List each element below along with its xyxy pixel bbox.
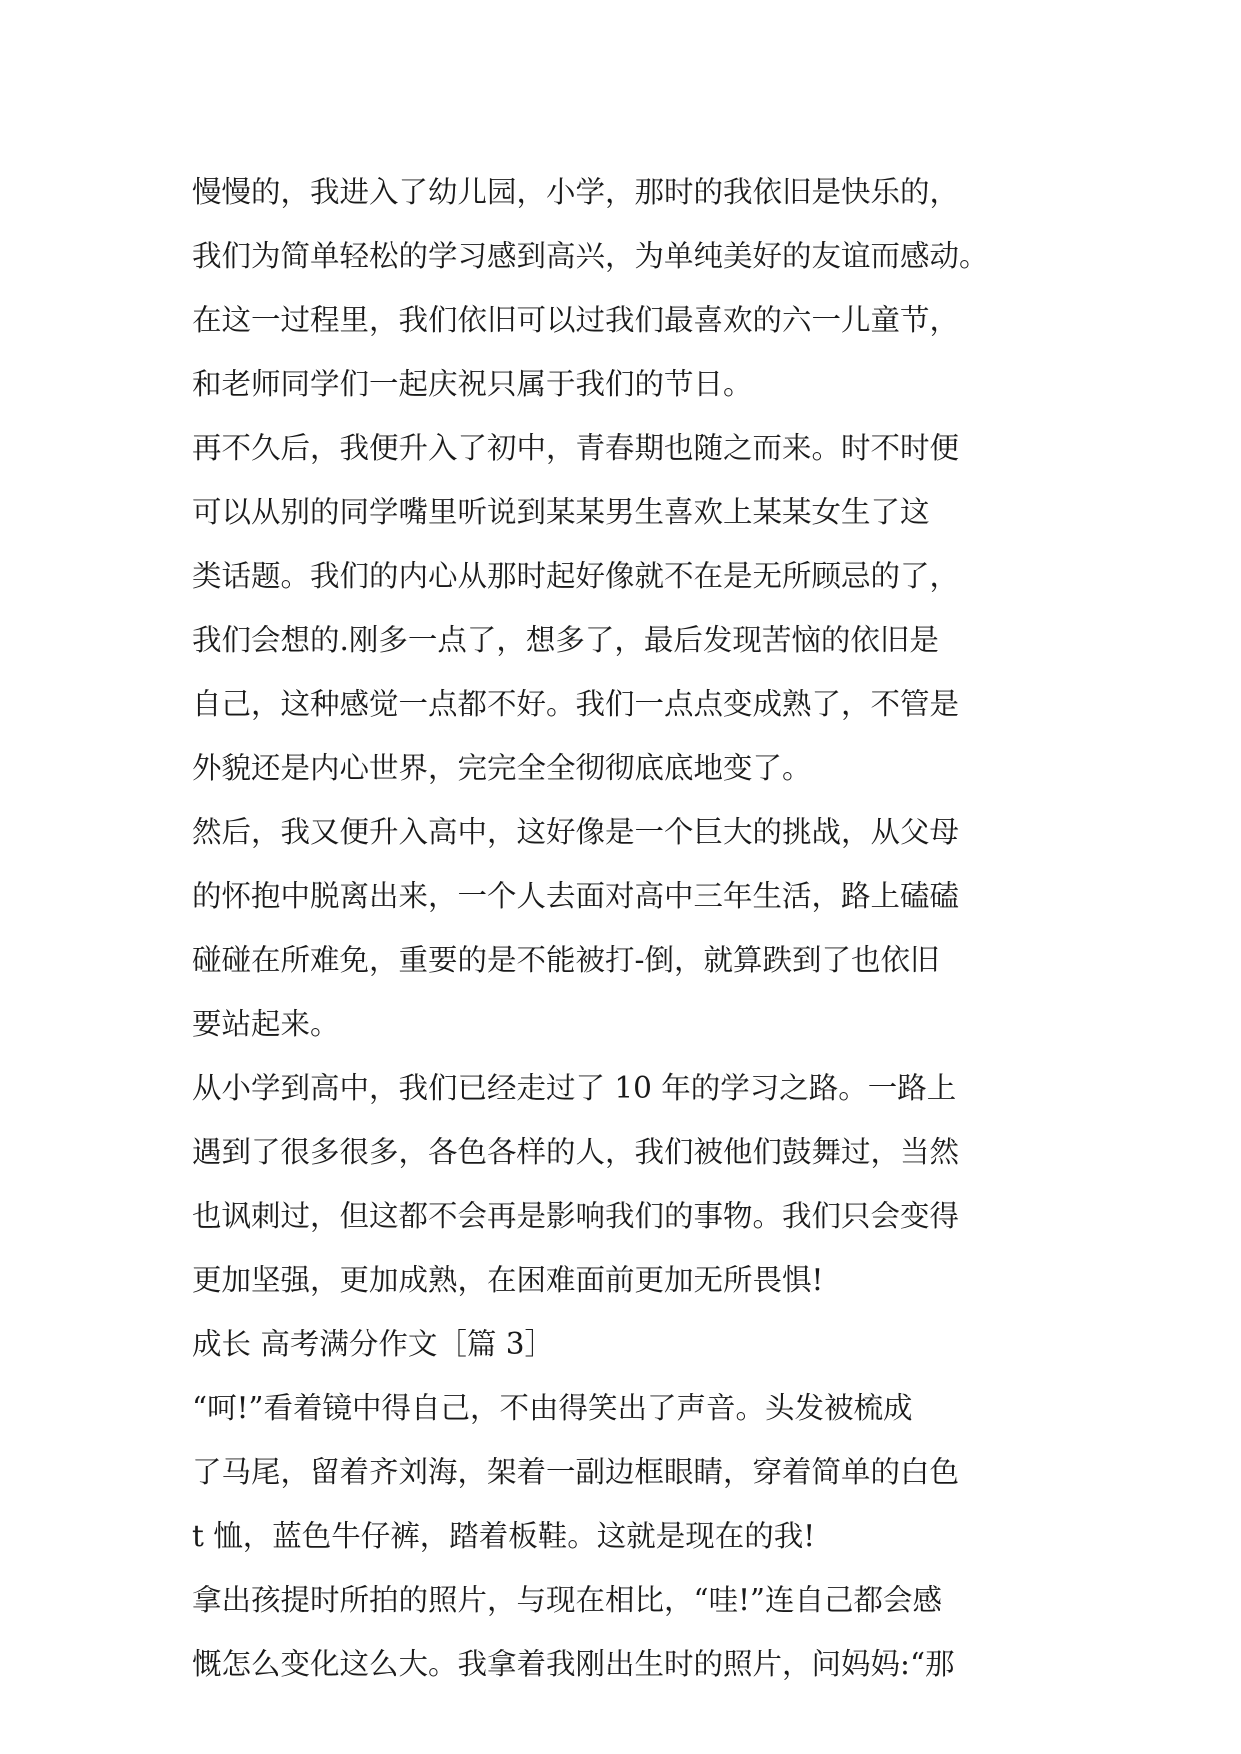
text-line: t 恤，蓝色牛仔裤，踏着板鞋。这就是现在的我! bbox=[192, 1519, 816, 1553]
text-line: 慨怎么变化这么大。我拿着我刚出生时的照片，问妈妈:“那 bbox=[192, 1647, 955, 1681]
text-line: 再不久后，我便升入了初中，青春期也随之而来。时不时便 bbox=[192, 431, 960, 465]
text-line: 我们为简单轻松的学习感到高兴，为单纯美好的友谊而感动。 bbox=[192, 239, 989, 273]
text-line: 自己，这种感觉一点都不好。我们一点点变成熟了，不管是 bbox=[192, 687, 960, 721]
text-line: 拿出孩提时所拍的照片，与现在相比，“哇!”连自己都会感 bbox=[192, 1583, 943, 1617]
text-line: 的怀抱中脱离出来，一个人去面对高中三年生活，路上磕磕 bbox=[192, 879, 960, 913]
text-line: “呵!”看着镜中得自己，不由得笑出了声音。头发被梳成 bbox=[192, 1391, 913, 1425]
text-line: 遇到了很多很多，各色各样的人，我们被他们鼓舞过，当然 bbox=[192, 1135, 960, 1169]
text-line: 也讽刺过，但这都不会再是影响我们的事物。我们只会变得 bbox=[192, 1199, 960, 1233]
text-line: 和老师同学们一起庆祝只属于我们的节日。 bbox=[192, 367, 753, 401]
document-body bbox=[192, 160, 1072, 1696]
text-line: 我们会想的.刚多一点了，想多了，最后发现苦恼的依旧是 bbox=[192, 623, 939, 657]
text-line: 外貌还是内心世界，完完全全彻彻底底地变了。 bbox=[192, 751, 812, 785]
section-heading: 成长 高考满分作文［篇 3］ bbox=[192, 1327, 555, 1361]
text-line: 要站起来。 bbox=[192, 1007, 340, 1041]
text-line: 在这一过程里，我们依旧可以过我们最喜欢的六一儿童节， bbox=[192, 303, 960, 337]
text-line: 碰碰在所难免，重要的是不能被打-倒，就算跌到了也依旧 bbox=[192, 943, 940, 977]
text-line: 可以从别的同学嘴里听说到某某男生喜欢上某某女生了这 bbox=[192, 495, 930, 529]
text-line: 更加坚强，更加成熟，在困难面前更加无所畏惧! bbox=[192, 1263, 824, 1297]
text-line: 了马尾，留着齐刘海，架着一副边框眼睛，穿着简单的白色 bbox=[192, 1455, 960, 1489]
text-line: 类话题。我们的内心从那时起好像就不在是无所顾忌的了， bbox=[192, 559, 960, 593]
text-line: 慢慢的，我进入了幼儿园，小学，那时的我依旧是快乐的， bbox=[192, 175, 960, 209]
text-line: 然后，我又便升入高中，这好像是一个巨大的挑战，从父母 bbox=[192, 815, 960, 849]
text-line: 从小学到高中，我们已经走过了 10 年的学习之路。一路上 bbox=[192, 1071, 957, 1105]
